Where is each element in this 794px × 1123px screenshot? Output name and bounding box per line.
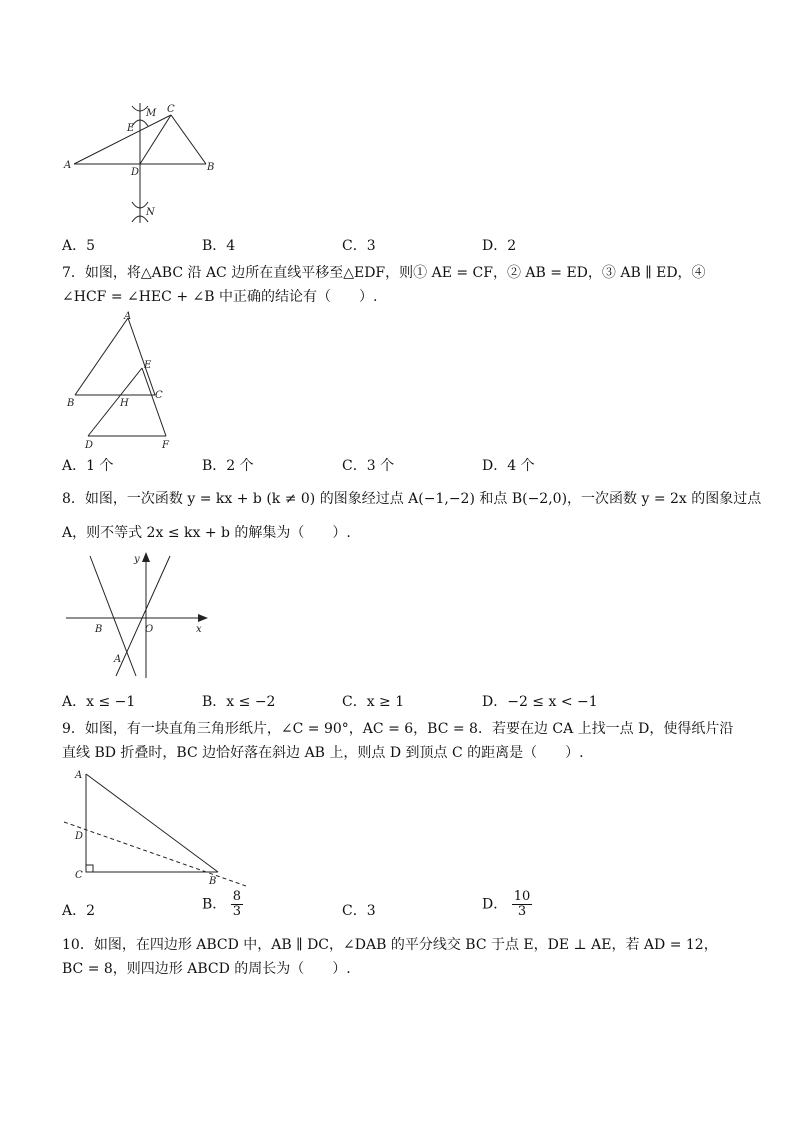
q7-label-c: C [155,390,163,401]
q7-label-a: A [124,311,132,322]
q9-question-line1: 9．如图，有一块直角三角形纸片，∠C = 90°，AC = 6，BC = 8．若要在边 CA 上找一点 D，使得纸片沿 [62,721,734,737]
q6-option-a[interactable]: A．5 [62,238,96,254]
q9-option-b-numerator: 8 [232,889,242,904]
q8-option-d[interactable]: D．−2 ≤ x < −1 [482,694,598,710]
q7-option-c[interactable]: C．3 个 [342,458,395,474]
q8-option-a[interactable]: A．x ≤ −1 [62,694,136,710]
q10-question-line2: BC = 8，则四边形 ABCD 的周长为（ ）. [62,961,351,977]
q7-label-e: E [144,360,152,371]
q6-label-c: C [167,104,175,115]
q7-option-b[interactable]: B．2 个 [202,458,254,474]
q8-label-o: O [145,624,154,635]
q9-option-d[interactable] [482,890,532,919]
q9-label-c: C [75,870,83,881]
q7-option-a[interactable]: A．1 个 [62,458,114,474]
q8-label-a: A [114,654,122,665]
q6-option-d[interactable]: D．2 [482,238,517,254]
q7-label-d: D [85,440,94,451]
q9-option-c[interactable]: C．3 [342,903,376,919]
q7-question-line1: 7．如图，将△ABC 沿 AC 边所在直线平移至△EDF，则① AE = CF，② AB = ED，③ AB ∥ ED，④ [62,265,706,281]
q9-option-d-denominator: 3 [517,904,527,919]
q6-label-m: M [146,108,157,119]
q9-option-b-prefix: B． [202,896,227,913]
q6-label-d: D [131,167,140,178]
q8-figure [64,550,214,682]
q7-label-h: H [120,398,129,409]
q8-label-b: B [95,624,103,635]
q8-question-line2: A，则不等式 2x ≤ kx + b 的解集为（ ）. [62,525,351,541]
q6-label-a: A [64,160,72,171]
q9-option-b[interactable] [202,890,243,919]
q6-option-c[interactable]: C．3 [342,238,376,254]
q6-label-e: E [127,123,135,134]
q9-figure [62,766,252,890]
q8-option-b[interactable]: B．x ≤ −2 [202,694,276,710]
q9-option-a[interactable]: A．2 [62,903,96,919]
q6-figure [60,98,220,230]
q10-question-line1: 10．如图，在四边形 ABCD 中，AB ∥ DC，∠DAB 的平分线交 BC 于点 E，DE ⊥ AE，若 AD = 12， [62,937,718,953]
q8-option-c[interactable]: C．x ≥ 1 [342,694,405,710]
q9-question-line2: 直线 BD 折叠时，BC 边恰好落在斜边 AB 上，则点 D 到顶点 C 的距离是（ ）. [62,745,584,761]
q9-label-d: D [75,831,84,842]
q6-label-n: N [146,207,155,218]
q7-question-line2: ∠HCF = ∠HEC + ∠B 中正确的结论有（ ）. [62,289,378,305]
q8-label-x: x [196,624,202,635]
q9-option-d-numerator: 10 [513,889,531,904]
q9-label-b: B [209,876,217,887]
q9-option-b-denominator: 3 [232,904,242,919]
q7-label-f: F [162,440,169,451]
q9-option-d-prefix: D． [482,896,508,913]
q8-question-line1: 8．如图，一次函数 y = kx + b (k ≠ 0) 的图象经过点 A(−1,−2) 和点 B(−2,0)，一次函数 y = 2x 的图象过点 [62,491,762,507]
q9-option-b-fraction [231,890,243,919]
q7-figure [60,310,190,452]
q9-label-a: A [75,770,83,781]
q9-option-d-fraction [512,890,533,919]
q6-label-b: B [207,162,215,173]
q8-label-y: y [134,554,140,565]
q7-label-b: B [67,398,75,409]
q6-option-b[interactable]: B．4 [202,238,236,254]
q7-option-d[interactable]: D．4 个 [482,458,535,474]
